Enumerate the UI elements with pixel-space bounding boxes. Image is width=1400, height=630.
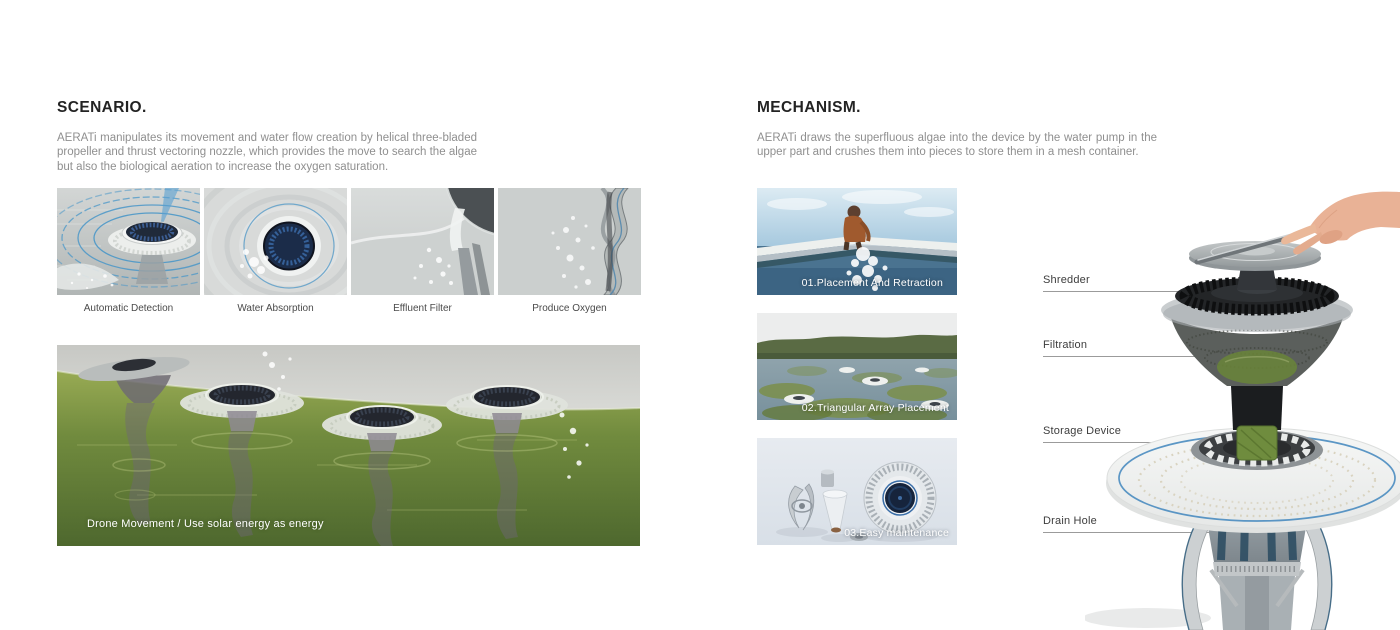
label-storage-device: Storage Device bbox=[1043, 425, 1122, 437]
step-caption: 01.Placement And Retraction bbox=[801, 277, 943, 289]
device-exploded-view bbox=[1085, 190, 1400, 630]
step-array-image bbox=[757, 313, 957, 420]
effluent-filter-illustration bbox=[351, 188, 494, 295]
thumb-caption: Produce Oxygen bbox=[532, 303, 607, 314]
exploded-view-illustration bbox=[1085, 190, 1400, 630]
scenario-paragraph: AERATi manipulates its movement and water flow creation by helical three-bladed propeller and thrust vectoring nozzle, which provides the move to search the algae but also the biological aeration to increase the oxygen saturation. bbox=[57, 131, 477, 173]
step-caption: 02.Triangular Array Placement bbox=[801, 402, 949, 414]
mechanism-paragraph: AERATi draws the superfluous algae into the device by the water pump in the upper part and crushes them into pieces to store them in a mesh container. bbox=[757, 131, 1157, 159]
step-maintenance-image bbox=[757, 438, 957, 545]
thumb-caption: Water Absorption bbox=[237, 303, 314, 314]
disc-part bbox=[864, 462, 936, 534]
label-filtration: Filtration bbox=[1043, 339, 1088, 351]
produce-oxygen-illustration bbox=[498, 188, 641, 295]
automatic-detection-illustration bbox=[57, 188, 200, 295]
step-caption: 03.Easy maintenance bbox=[844, 527, 949, 539]
step-placement-image bbox=[757, 188, 957, 295]
label-shredder: Shredder bbox=[1043, 274, 1090, 286]
thumb-produce-oxygen-image bbox=[498, 188, 641, 295]
label-drain-hole: Drain Hole bbox=[1043, 515, 1097, 527]
scenario-title: SCENARIO. bbox=[57, 98, 147, 116]
device-top-view bbox=[257, 216, 321, 276]
drone-movement-illustration bbox=[57, 345, 640, 546]
mechanism-title: MECHANISM. bbox=[757, 98, 861, 116]
pump-part bbox=[821, 470, 834, 488]
thumb-caption: Effluent Filter bbox=[393, 303, 452, 314]
thumb-caption: Automatic Detection bbox=[83, 303, 174, 314]
hero-caption: Drone Movement / Use solar energy as energy bbox=[87, 518, 324, 530]
hero-image bbox=[57, 345, 640, 546]
thumb-automatic-detection-image bbox=[57, 188, 200, 295]
thumb-effluent-filter-image bbox=[351, 188, 494, 295]
mesh-container bbox=[1231, 386, 1283, 460]
thumb-water-absorption-image bbox=[204, 188, 347, 295]
water-absorption-illustration bbox=[204, 188, 347, 295]
